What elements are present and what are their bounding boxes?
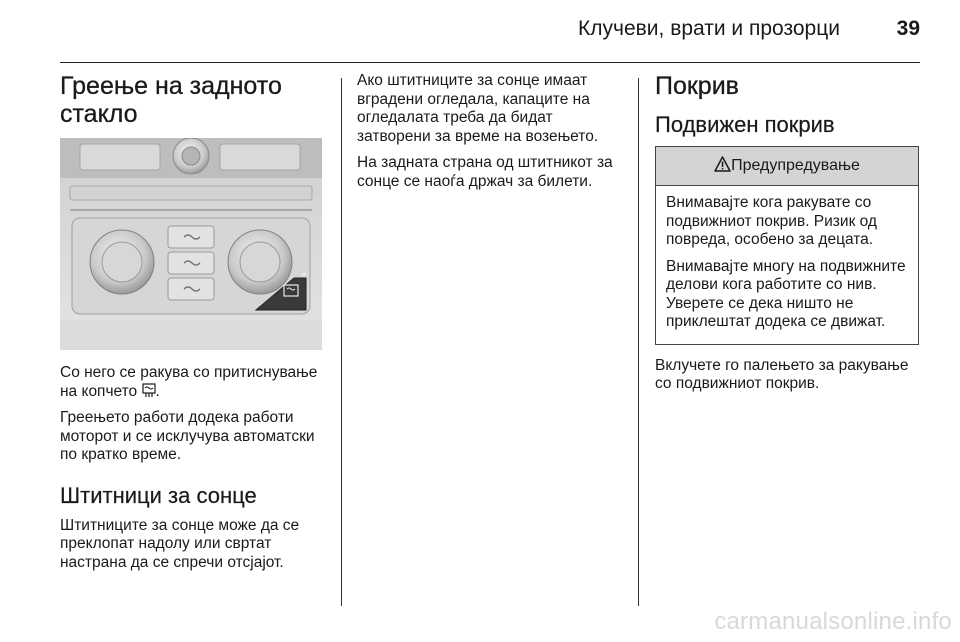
chapter-title: Клучеви, врати и прозорци bbox=[578, 17, 840, 40]
paragraph-sun-visors: Штитниците за сонце може да се преклопат надолу или свртат настрана да се спречи отсјајот. bbox=[60, 516, 300, 571]
page-header bbox=[60, 0, 920, 63]
column-1 bbox=[60, 72, 326, 580]
paragraph-ignition-sunroof: Вклучете го палењето за ракување со подвижниот покрив. bbox=[655, 356, 909, 392]
paragraph-ticket-holder: На задната страна од штитникот за сонце се наоѓа држач за билети. bbox=[357, 154, 613, 190]
column-divider bbox=[638, 78, 639, 606]
paragraph-button-operation: Со него се ракува со притиснување на копчето . bbox=[60, 364, 318, 400]
page-number: 39 bbox=[896, 17, 920, 40]
section-title-roof: Покрив bbox=[655, 72, 739, 100]
warning-paragraph-2: Внимавајте многу на подвижните делови кога работите со нив. Уверете се дека ништо не приклештат додека се движат. bbox=[666, 257, 906, 330]
section-title-rear-window-heating: Греење на задното стакло bbox=[60, 72, 282, 128]
climate-control-panel-photo bbox=[60, 138, 322, 350]
watermark: carmanualsonline.info bbox=[714, 608, 952, 635]
warning-triangle-icon bbox=[714, 156, 731, 172]
rear-window-heating-icon bbox=[142, 383, 156, 398]
warning-title: Предупредување bbox=[731, 157, 860, 174]
section-title-sunroof: Подвижен покрив bbox=[655, 112, 835, 137]
column-2 bbox=[357, 72, 623, 199]
paragraph-heating-duration: Греењето работи додека работи моторот и се исклучува автоматски по кратко време. bbox=[60, 409, 315, 463]
warning-header bbox=[656, 147, 918, 186]
warning-body bbox=[656, 186, 918, 344]
section-title-sun-visors: Штитници за сонце bbox=[60, 482, 257, 508]
warning-box bbox=[655, 146, 919, 345]
column-3 bbox=[655, 72, 921, 402]
column-divider bbox=[341, 78, 342, 606]
warning-paragraph-1: Внимавајте кога ракувате со подвижниот покрив. Ризик од повреда, особено за децата. bbox=[666, 194, 877, 248]
paragraph-visor-mirrors: Ако штитниците за сонце имаат вградени огледала, капаците на огледалата треба да бидат затворени за време на возењето. bbox=[357, 72, 599, 145]
